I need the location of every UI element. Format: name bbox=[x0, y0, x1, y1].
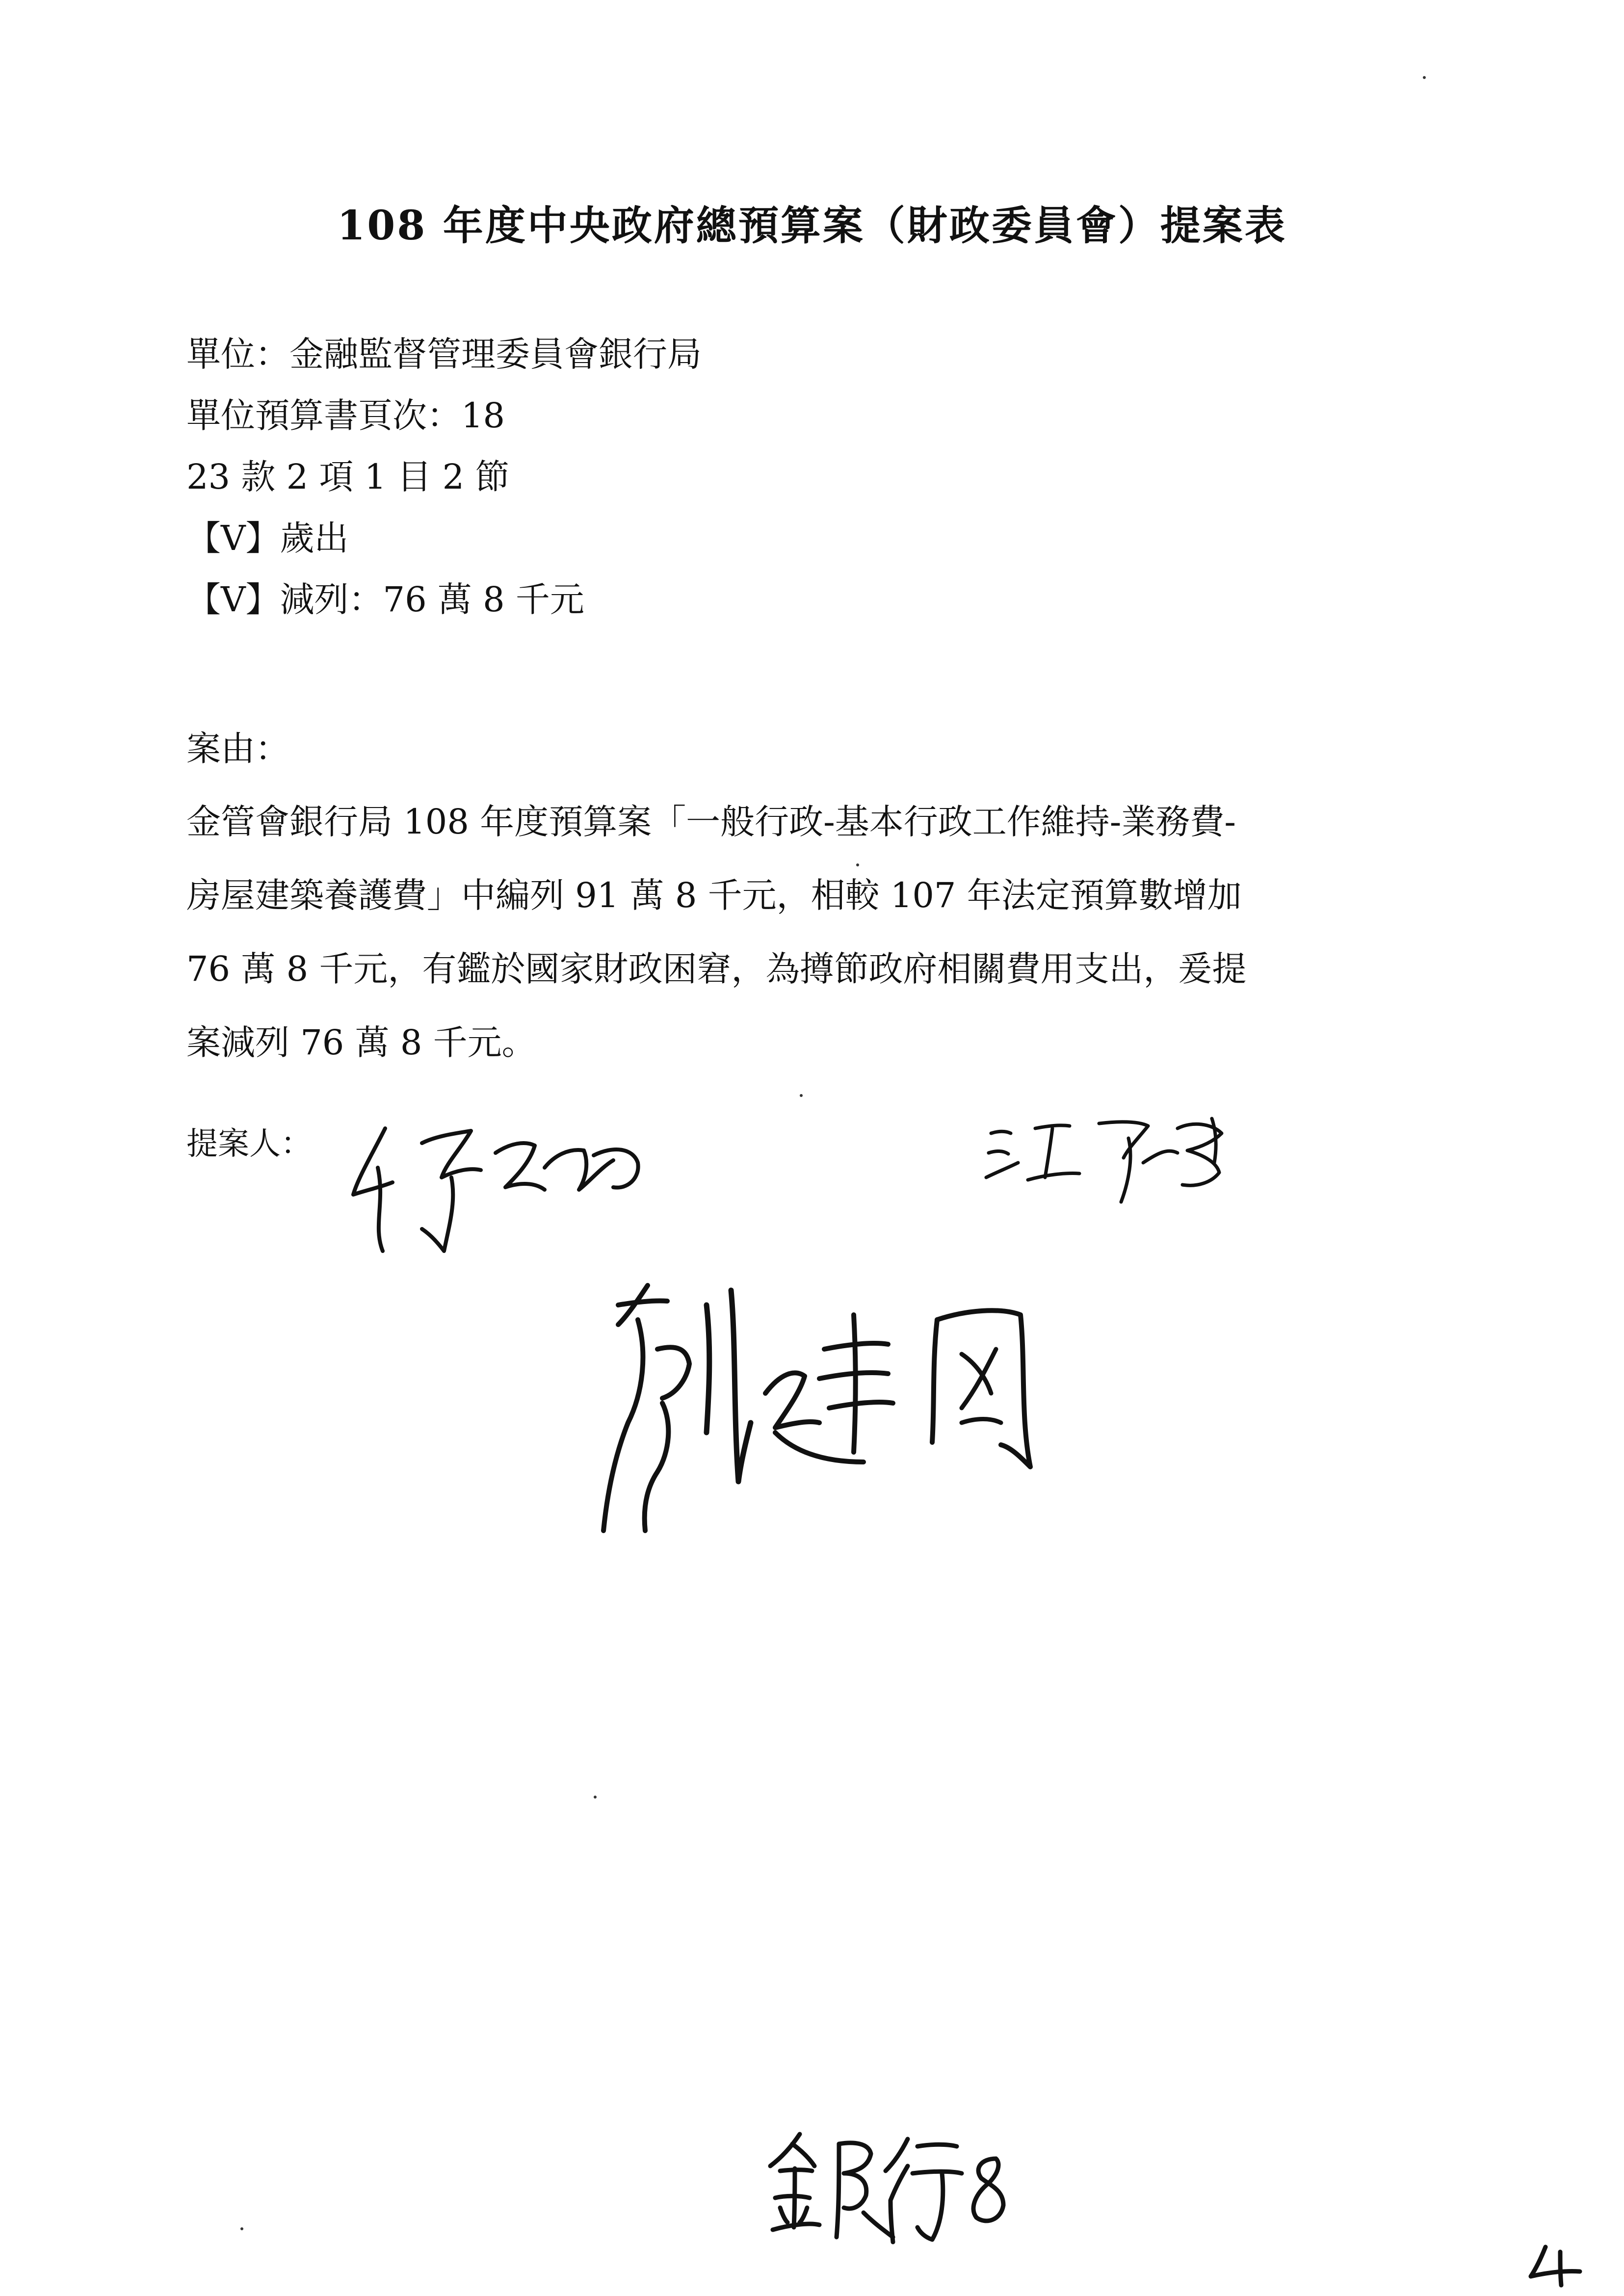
reason-line: 金管會銀行局 108 年度預算案「一般行政-基本行政工作維持-業務費- bbox=[186, 802, 1236, 842]
proposer-label: 提案人： bbox=[186, 1126, 312, 1162]
handwritten-note-stamp bbox=[765, 2124, 1021, 2252]
expenditure-checkbox-line: 【V】歲出 bbox=[186, 518, 349, 558]
scan-speck bbox=[1423, 76, 1426, 79]
signature-2 bbox=[981, 1109, 1285, 1217]
scan-speck bbox=[594, 1796, 597, 1799]
scan-speck bbox=[240, 2227, 243, 2230]
budget-item-line: 23 款 2 項 1 目 2 節 bbox=[186, 457, 510, 497]
reason-line: 房屋建築養護費」中編列 91 萬 8 千元，相較 107 年法定預算數增加 bbox=[186, 875, 1242, 915]
reason-body bbox=[186, 785, 1462, 1079]
reduction-checkbox-line: 【V】減列：76 萬 8 千元 bbox=[186, 579, 584, 620]
scan-speck bbox=[800, 1094, 803, 1097]
document-title: 108 年度中央政府總預算案（財政委員會）提案表 bbox=[337, 202, 1287, 249]
page-number-mark bbox=[1526, 2242, 1585, 2286]
budget-page-line: 單位預算書頁次：18 bbox=[186, 395, 505, 436]
signature-1 bbox=[339, 1109, 657, 1266]
scan-speck bbox=[856, 863, 859, 866]
reason-line: 76 萬 8 千元，有鑑於國家財政困窘，為撙節政府相關費用支出，爰提 bbox=[186, 949, 1247, 989]
signature-3 bbox=[589, 1276, 1070, 1550]
reason-line: 案減列 76 萬 8 千元。 bbox=[186, 1022, 536, 1063]
unit-info-block bbox=[186, 324, 702, 630]
unit-line: 單位：金融監督管理委員會銀行局 bbox=[186, 334, 702, 374]
reason-label: 案由： bbox=[186, 729, 289, 769]
